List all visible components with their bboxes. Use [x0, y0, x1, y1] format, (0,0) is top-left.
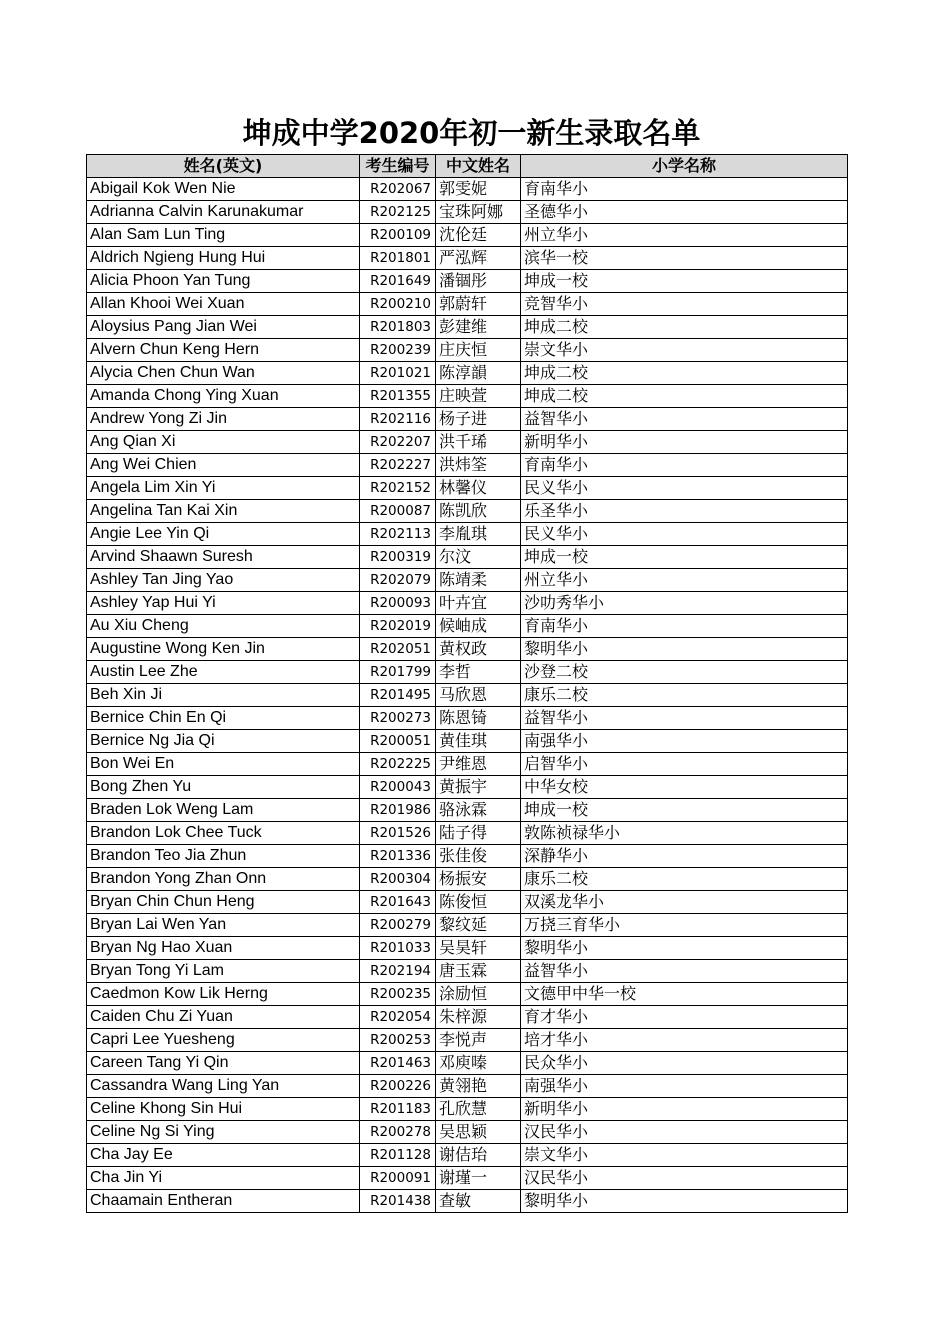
cell-exam-no: R202116 — [360, 408, 436, 431]
cell-name-cn: 彭建维 — [436, 316, 521, 339]
cell-exam-no: R200051 — [360, 730, 436, 753]
cell-name-cn: 沈伦廷 — [436, 224, 521, 247]
cell-school: 滨华一校 — [521, 247, 848, 270]
table-row — [87, 270, 848, 293]
cell-exam-no: R200210 — [360, 293, 436, 316]
cell-exam-no: R201438 — [360, 1190, 436, 1213]
cell-exam-no: R200043 — [360, 776, 436, 799]
table-row — [87, 1075, 848, 1098]
cell-exam-no: R200273 — [360, 707, 436, 730]
cell-exam-no: R202194 — [360, 960, 436, 983]
cell-name-en: Celine Ng Si Ying — [87, 1121, 360, 1144]
cell-school: 州立华小 — [521, 569, 848, 592]
table-row — [87, 730, 848, 753]
cell-school: 民义华小 — [521, 523, 848, 546]
table-row — [87, 385, 848, 408]
cell-school: 南强华小 — [521, 1075, 848, 1098]
cell-school: 圣德华小 — [521, 201, 848, 224]
cell-name-en: Cha Jay Ee — [87, 1144, 360, 1167]
cell-exam-no: R202207 — [360, 431, 436, 454]
table-row — [87, 891, 848, 914]
cell-school: 中华女校 — [521, 776, 848, 799]
cell-name-cn: 洪炜筌 — [436, 454, 521, 477]
cell-exam-no: R202019 — [360, 615, 436, 638]
cell-name-en: Arvind Shaawn Suresh — [87, 546, 360, 569]
cell-name-en: Brandon Teo Jia Zhun — [87, 845, 360, 868]
cell-name-cn: 李哲 — [436, 661, 521, 684]
cell-name-cn: 候岫成 — [436, 615, 521, 638]
cell-school: 康乐二校 — [521, 868, 848, 891]
table-row — [87, 431, 848, 454]
cell-school: 民众华小 — [521, 1052, 848, 1075]
cell-school: 州立华小 — [521, 224, 848, 247]
cell-name-cn: 涂励恒 — [436, 983, 521, 1006]
table-row — [87, 408, 848, 431]
cell-name-cn: 吴昊轩 — [436, 937, 521, 960]
cell-name-en: Capri Lee Yuesheng — [87, 1029, 360, 1052]
cell-name-en: Bon Wei En — [87, 753, 360, 776]
cell-exam-no: R200278 — [360, 1121, 436, 1144]
cell-name-en: Careen Tang Yi Qin — [87, 1052, 360, 1075]
cell-school: 汉民华小 — [521, 1167, 848, 1190]
cell-school: 深静华小 — [521, 845, 848, 868]
cell-name-cn: 陈凯欣 — [436, 500, 521, 523]
table-row — [87, 707, 848, 730]
cell-name-en: Bryan Tong Yi Lam — [87, 960, 360, 983]
table-row — [87, 776, 848, 799]
cell-name-en: Brandon Lok Chee Tuck — [87, 822, 360, 845]
cell-name-cn: 谢佶珆 — [436, 1144, 521, 1167]
header-name-cn: 中文姓名 — [436, 155, 521, 178]
cell-exam-no: R202051 — [360, 638, 436, 661]
cell-school: 培才华小 — [521, 1029, 848, 1052]
cell-name-en: Bong Zhen Yu — [87, 776, 360, 799]
cell-school: 坤成一校 — [521, 270, 848, 293]
table-row — [87, 1029, 848, 1052]
table-row — [87, 1144, 848, 1167]
cell-exam-no: R200091 — [360, 1167, 436, 1190]
cell-exam-no: R201355 — [360, 385, 436, 408]
cell-exam-no: R201021 — [360, 362, 436, 385]
table-row — [87, 592, 848, 615]
cell-school: 黎明华小 — [521, 638, 848, 661]
cell-name-cn: 郭蔚轩 — [436, 293, 521, 316]
table-row — [87, 1098, 848, 1121]
cell-name-cn: 陈靖柔 — [436, 569, 521, 592]
table-row — [87, 247, 848, 270]
cell-name-cn: 宝珠阿娜 — [436, 201, 521, 224]
cell-name-cn: 李胤琪 — [436, 523, 521, 546]
cell-name-en: Andrew Yong Zi Jin — [87, 408, 360, 431]
cell-exam-no: R201336 — [360, 845, 436, 868]
cell-name-en: Cassandra Wang Ling Yan — [87, 1075, 360, 1098]
cell-exam-no: R200253 — [360, 1029, 436, 1052]
cell-name-cn: 杨振安 — [436, 868, 521, 891]
cell-school: 坤成二校 — [521, 385, 848, 408]
cell-school: 育南华小 — [521, 178, 848, 201]
cell-name-cn: 李悦声 — [436, 1029, 521, 1052]
cell-name-cn: 朱梓源 — [436, 1006, 521, 1029]
cell-exam-no: R200319 — [360, 546, 436, 569]
cell-exam-no: R201033 — [360, 937, 436, 960]
page-title: 坤成中学2020年初一新生录取名单 — [242, 116, 701, 150]
table-row — [87, 546, 848, 569]
table-row — [87, 316, 848, 339]
cell-name-en: Cha Jin Yi — [87, 1167, 360, 1190]
table-row — [87, 615, 848, 638]
cell-school: 益智华小 — [521, 408, 848, 431]
table-row — [87, 983, 848, 1006]
cell-school: 益智华小 — [521, 707, 848, 730]
cell-school: 南强华小 — [521, 730, 848, 753]
cell-school: 益智华小 — [521, 960, 848, 983]
cell-exam-no: R200109 — [360, 224, 436, 247]
cell-name-cn: 叶卉宜 — [436, 592, 521, 615]
cell-exam-no: R201649 — [360, 270, 436, 293]
table-header-row — [87, 155, 848, 178]
cell-name-cn: 严泓辉 — [436, 247, 521, 270]
cell-name-cn: 邓庾嗪 — [436, 1052, 521, 1075]
cell-school: 沙叻秀华小 — [521, 592, 848, 615]
cell-exam-no: R201643 — [360, 891, 436, 914]
cell-exam-no: R202152 — [360, 477, 436, 500]
cell-name-cn: 黄权政 — [436, 638, 521, 661]
cell-name-en: Ang Wei Chien — [87, 454, 360, 477]
cell-exam-no: R202227 — [360, 454, 436, 477]
cell-name-en: Bernice Chin En Qi — [87, 707, 360, 730]
cell-school: 民义华小 — [521, 477, 848, 500]
cell-school: 育南华小 — [521, 454, 848, 477]
cell-name-en: Bryan Lai Wen Yan — [87, 914, 360, 937]
cell-name-cn: 洪千琋 — [436, 431, 521, 454]
cell-name-en: Adrianna Calvin Karunakumar — [87, 201, 360, 224]
table-row — [87, 914, 848, 937]
cell-name-en: Angela Lim Xin Yi — [87, 477, 360, 500]
cell-exam-no: R202113 — [360, 523, 436, 546]
cell-school: 崇文华小 — [521, 1144, 848, 1167]
table-row — [87, 1052, 848, 1075]
cell-exam-no: R201803 — [360, 316, 436, 339]
cell-school: 乐圣华小 — [521, 500, 848, 523]
table-row — [87, 500, 848, 523]
cell-name-en: Bernice Ng Jia Qi — [87, 730, 360, 753]
cell-name-cn: 郭雯妮 — [436, 178, 521, 201]
cell-school: 坤成一校 — [521, 546, 848, 569]
cell-exam-no: R201128 — [360, 1144, 436, 1167]
cell-exam-no: R200235 — [360, 983, 436, 1006]
table-row — [87, 1121, 848, 1144]
cell-name-cn: 张佳俊 — [436, 845, 521, 868]
cell-name-en: Abigail Kok Wen Nie — [87, 178, 360, 201]
cell-name-cn: 庄庆恒 — [436, 339, 521, 362]
table-row — [87, 201, 848, 224]
cell-school: 沙登二校 — [521, 661, 848, 684]
cell-name-cn: 陈俊恒 — [436, 891, 521, 914]
table-row — [87, 1190, 848, 1213]
cell-name-en: Alycia Chen Chun Wan — [87, 362, 360, 385]
cell-name-en: Amanda Chong Ying Xuan — [87, 385, 360, 408]
table-row — [87, 661, 848, 684]
cell-name-cn: 庄映萱 — [436, 385, 521, 408]
table-row — [87, 1167, 848, 1190]
cell-exam-no: R201801 — [360, 247, 436, 270]
table-row — [87, 822, 848, 845]
header-school: 小学名称 — [521, 155, 848, 178]
cell-name-en: Ashley Yap Hui Yi — [87, 592, 360, 615]
cell-name-en: Aldrich Ngieng Hung Hui — [87, 247, 360, 270]
cell-name-en: Ashley Tan Jing Yao — [87, 569, 360, 592]
header-exam-no: 考生编号 — [360, 155, 436, 178]
table-row — [87, 477, 848, 500]
cell-exam-no: R202225 — [360, 753, 436, 776]
cell-name-en: Alvern Chun Keng Hern — [87, 339, 360, 362]
cell-name-cn: 陈淳韻 — [436, 362, 521, 385]
cell-exam-no: R200226 — [360, 1075, 436, 1098]
cell-exam-no: R200087 — [360, 500, 436, 523]
cell-school: 新明华小 — [521, 431, 848, 454]
cell-exam-no: R201183 — [360, 1098, 436, 1121]
cell-name-en: Caiden Chu Zi Yuan — [87, 1006, 360, 1029]
cell-name-cn: 唐玉霖 — [436, 960, 521, 983]
cell-school: 新明华小 — [521, 1098, 848, 1121]
table-body — [87, 178, 848, 1213]
cell-school: 汉民华小 — [521, 1121, 848, 1144]
cell-school: 崇文华小 — [521, 339, 848, 362]
cell-school: 竞智华小 — [521, 293, 848, 316]
cell-name-cn: 黄翎艳 — [436, 1075, 521, 1098]
cell-name-en: Alicia Phoon Yan Tung — [87, 270, 360, 293]
cell-name-en: Aloysius Pang Jian Wei — [87, 316, 360, 339]
cell-name-en: Allan Khooi Wei Xuan — [87, 293, 360, 316]
cell-name-en: Augustine Wong Ken Jin — [87, 638, 360, 661]
cell-name-cn: 谢瑾一 — [436, 1167, 521, 1190]
cell-exam-no: R202079 — [360, 569, 436, 592]
table-row — [87, 937, 848, 960]
cell-school: 康乐二校 — [521, 684, 848, 707]
cell-exam-no: R201986 — [360, 799, 436, 822]
cell-school: 万挠三育华小 — [521, 914, 848, 937]
cell-school: 双溪龙华小 — [521, 891, 848, 914]
cell-exam-no: R200304 — [360, 868, 436, 891]
cell-school: 育才华小 — [521, 1006, 848, 1029]
cell-name-cn: 陈恩锜 — [436, 707, 521, 730]
cell-name-cn: 陆子得 — [436, 822, 521, 845]
table-row — [87, 868, 848, 891]
cell-name-cn: 孔欣慧 — [436, 1098, 521, 1121]
cell-name-cn: 黄振宇 — [436, 776, 521, 799]
cell-school: 敦陈祯禄华小 — [521, 822, 848, 845]
cell-name-en: Chaamain Entheran — [87, 1190, 360, 1213]
cell-name-en: Brandon Yong Zhan Onn — [87, 868, 360, 891]
cell-exam-no: R201495 — [360, 684, 436, 707]
table-row — [87, 454, 848, 477]
table-row — [87, 799, 848, 822]
table-row — [87, 845, 848, 868]
table-row — [87, 339, 848, 362]
cell-exam-no: R202054 — [360, 1006, 436, 1029]
table-row — [87, 523, 848, 546]
cell-name-cn: 林馨仪 — [436, 477, 521, 500]
cell-exam-no: R201463 — [360, 1052, 436, 1075]
cell-name-cn: 尹维恩 — [436, 753, 521, 776]
cell-name-en: Bryan Chin Chun Heng — [87, 891, 360, 914]
cell-name-cn: 潘锢彤 — [436, 270, 521, 293]
cell-name-en: Celine Khong Sin Hui — [87, 1098, 360, 1121]
table-row — [87, 178, 848, 201]
table-row — [87, 684, 848, 707]
cell-school: 坤成二校 — [521, 362, 848, 385]
cell-exam-no: R202125 — [360, 201, 436, 224]
cell-name-cn: 尔汶 — [436, 546, 521, 569]
table-row — [87, 569, 848, 592]
cell-name-cn: 骆泳霖 — [436, 799, 521, 822]
cell-name-en: Austin Lee Zhe — [87, 661, 360, 684]
cell-exam-no: R201526 — [360, 822, 436, 845]
cell-name-cn: 查敏 — [436, 1190, 521, 1213]
table-row — [87, 753, 848, 776]
cell-exam-no: R200279 — [360, 914, 436, 937]
table-row — [87, 224, 848, 247]
cell-school: 育南华小 — [521, 615, 848, 638]
cell-school: 坤成一校 — [521, 799, 848, 822]
cell-school: 启智华小 — [521, 753, 848, 776]
cell-name-en: Au Xiu Cheng — [87, 615, 360, 638]
cell-name-en: Bryan Ng Hao Xuan — [87, 937, 360, 960]
cell-exam-no: R200239 — [360, 339, 436, 362]
admission-list-table — [86, 154, 848, 1213]
table-row — [87, 638, 848, 661]
cell-exam-no: R201799 — [360, 661, 436, 684]
cell-name-en: Braden Lok Weng Lam — [87, 799, 360, 822]
cell-name-cn: 黄佳琪 — [436, 730, 521, 753]
cell-name-en: Alan Sam Lun Ting — [87, 224, 360, 247]
cell-name-cn: 杨子进 — [436, 408, 521, 431]
cell-name-cn: 马欣恩 — [436, 684, 521, 707]
table-row — [87, 960, 848, 983]
cell-school: 黎明华小 — [521, 937, 848, 960]
cell-name-en: Caedmon Kow Lik Herng — [87, 983, 360, 1006]
cell-school: 黎明华小 — [521, 1190, 848, 1213]
cell-exam-no: R202067 — [360, 178, 436, 201]
cell-name-en: Ang Qian Xi — [87, 431, 360, 454]
cell-exam-no: R200093 — [360, 592, 436, 615]
table-row — [87, 1006, 848, 1029]
table-row — [87, 293, 848, 316]
cell-name-en: Beh Xin Ji — [87, 684, 360, 707]
cell-school: 坤成二校 — [521, 316, 848, 339]
cell-name-cn: 吴思颖 — [436, 1121, 521, 1144]
cell-school: 文德甲中华一校 — [521, 983, 848, 1006]
header-name-en: 姓名(英文) — [87, 155, 360, 178]
cell-name-en: Angelina Tan Kai Xin — [87, 500, 360, 523]
table-row — [87, 362, 848, 385]
cell-name-cn: 黎纹延 — [436, 914, 521, 937]
cell-name-en: Angie Lee Yin Qi — [87, 523, 360, 546]
